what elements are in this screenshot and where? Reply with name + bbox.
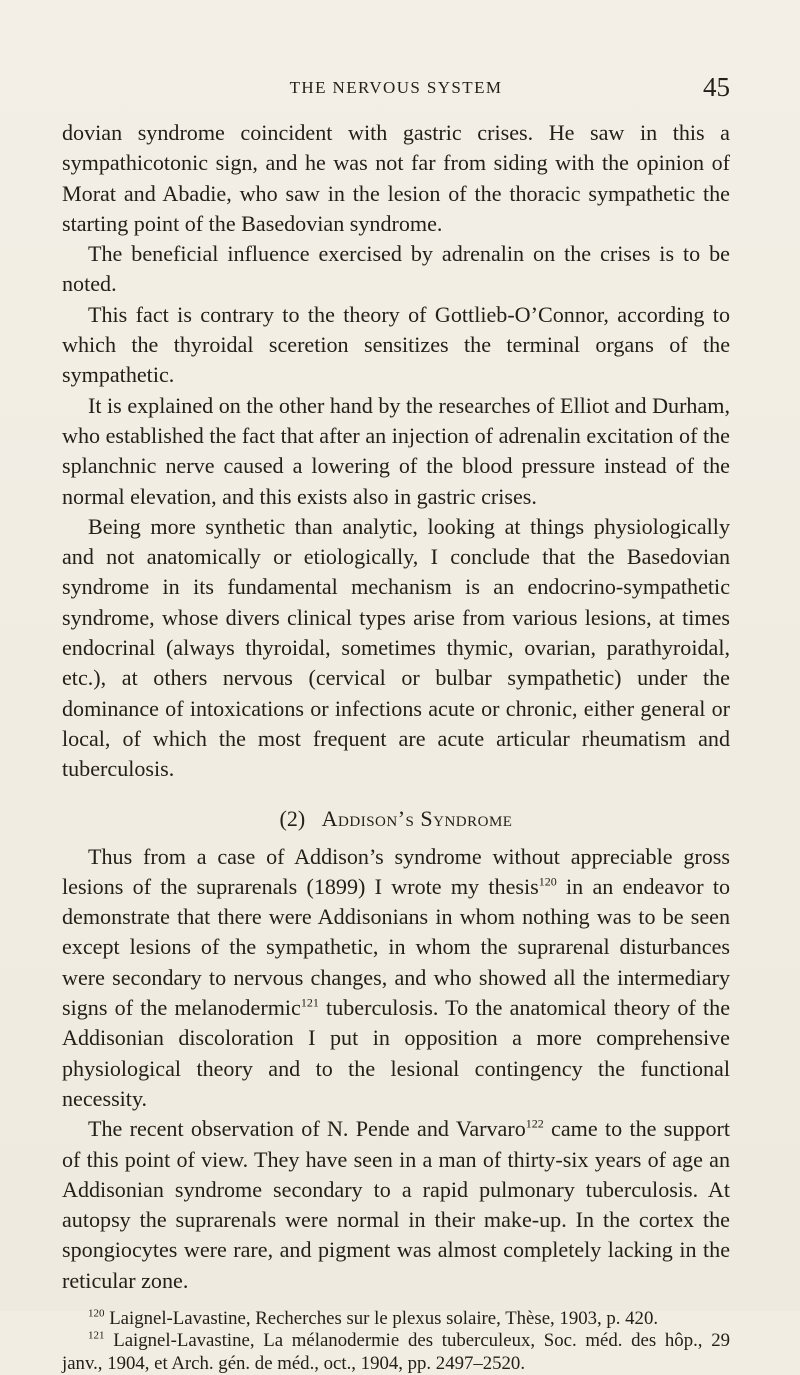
paragraph-text-part: tuberculosis. To the anatomical theory of the Addisonian discoloration I put in opposition a more comprehensive physiological theory and to the lesional contingency the functional necessity. bbox=[62, 995, 730, 1111]
paragraph-text-part: came to the support of this point of view. They have seen in a man of thirty-six years of age an Addisonian syndrome secondary to a rapid pulmonary tuberculosis. At autopsy the suprarenals were normal in their make-up. In the cortex the spongiocytes were rare, and pigment was almost completely lacking in the reticular zone. bbox=[62, 1116, 731, 1293]
footnote bbox=[62, 1330, 730, 1375]
footnote-mark: 121 bbox=[88, 1330, 105, 1343]
paragraph-text-part: in an endeavor to demonstrate that there were Addisonians in whom nothing was to be seen except lesions of the sympathetic, in whom the suprarenal disturbances were secondary to nervous changes, and who showed all the intermediary signs of the melanodermic bbox=[62, 873, 731, 1021]
body-text bbox=[62, 118, 730, 1296]
running-head bbox=[62, 72, 730, 112]
footnote-text: Laignel-Lavastine, La mélanodermie des tuberculeux, Soc. méd. des hôp., 29 janv., 1904, et Arch. gén. de méd., oct., 1904, pp. 2497–2520. bbox=[62, 1330, 730, 1374]
footnote-ref: 120 bbox=[538, 874, 557, 889]
footnote-text: Laignel-Lavastine, Recherches sur le plexus solaire, Thèse, 1903, p. 420. bbox=[104, 1307, 659, 1329]
paragraph-gottlieb-theory: This fact is contrary to the theory of Gottlieb-O’Connor, according to which the thyroidal sceretion sensitizes the terminal organs of the sympathetic. bbox=[62, 301, 730, 388]
paragraph-addison-thesis bbox=[62, 842, 730, 1115]
footnote bbox=[62, 1308, 730, 1331]
footnote-mark: 120 bbox=[88, 1307, 105, 1320]
page-number: 45 bbox=[703, 72, 730, 102]
paragraph-pende-varvaro bbox=[62, 1114, 730, 1296]
section-number: (2) bbox=[279, 805, 306, 831]
paragraph-continued: dovian syndrome coincident with gastric crises. He saw in this a sympathicotonic sign, and he was not far from siding with the opinion of Morat and Abadie, who saw in the lesion of the thoracic sympathetic the starting point of the Basedovian syndrome. bbox=[62, 120, 730, 236]
section-heading bbox=[62, 804, 730, 834]
footnotes bbox=[62, 1308, 730, 1375]
paragraph-elliot-durham: It is explained on the other hand by the researches of Elliot and Durham, who established the fact that after an injection of adrenalin excitation of the splanchnic nerve caused a lowering of the blood pressure instead of the normal elevation, and this exists also in gastric crises. bbox=[62, 392, 730, 509]
paragraph-text-part: The recent observation of N. Pende and Varvaro bbox=[88, 1116, 526, 1142]
paragraph-conclusion: Being more synthetic than analytic, looking at things physiologically and not anatomically or etiologically, I conclude that the Basedovian syndrome in its fundamental mechanism is an endocrino-sympathetic syndrome, whose divers clinical types arise from various lesions, at times endocrinal (always thyroidal, sometimes thymic, ovarian, parathyroidal, etc.), at others nervous (cervical or bulbar sympathetic) under the dominance of intoxications or infections acute or chronic, either general or local, of which the most frequent are acute articular rheumatism and tuberculosis. bbox=[62, 513, 730, 782]
section-title: Addison’s Syndrome bbox=[321, 805, 513, 831]
paragraph-text-part: Thus from a case of Addison’s syndrome without appreciable gross lesions of the suprarenals (1899) I wrote my thesis bbox=[62, 843, 730, 899]
footnote-ref: 121 bbox=[300, 995, 319, 1010]
footnote-ref: 122 bbox=[525, 1116, 544, 1131]
running-title: THE NERVOUS SYSTEM bbox=[289, 78, 503, 97]
paragraph-adrenalin-influence: The beneficial influence exercised by adrenalin on the crises is to be noted. bbox=[62, 241, 730, 297]
